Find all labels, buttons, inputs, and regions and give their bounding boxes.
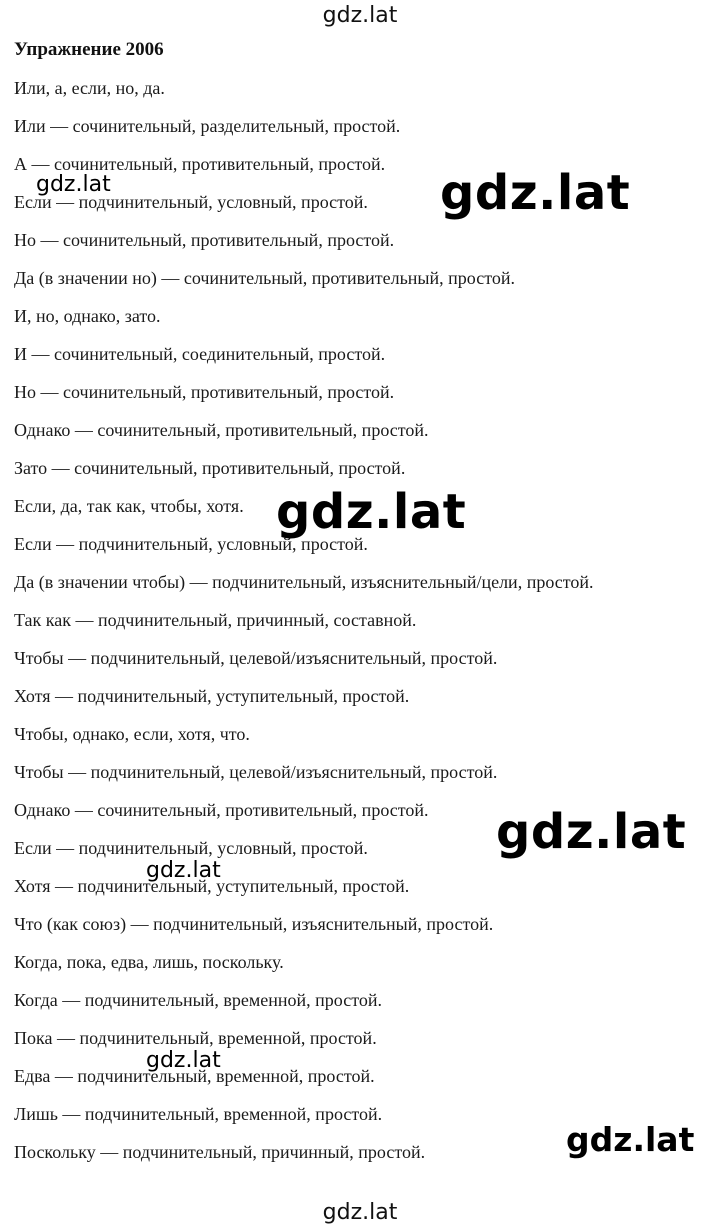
text-line: Если, да, так как, чтобы, хотя. — [14, 496, 244, 516]
text-line: И — сочинительный, соединительный, простой. — [14, 344, 386, 364]
watermark: gdz.lat — [496, 804, 687, 860]
text-line: Если — подчинительный, условный, простой. — [14, 838, 368, 858]
text-line: Однако — сочинительный, противительный, простой. — [14, 420, 429, 440]
watermark: gdz.lat — [566, 1120, 695, 1159]
text-line: Или, а, если, но, да. — [14, 78, 165, 98]
text-line: Или — сочинительный, разделительный, простой. — [14, 116, 401, 136]
text-line: Лишь — подчинительный, временной, простой. — [14, 1104, 383, 1124]
text-line: Но — сочинительный, противительный, простой. — [14, 382, 395, 402]
site-footer: gdz.lat — [322, 1200, 398, 1225]
exercise-title: Упражнение 2006 — [14, 39, 164, 60]
text-line: Однако — сочинительный, противительный, простой. — [14, 800, 429, 820]
text-line: И, но, однако, зато. — [14, 306, 161, 326]
text-line: Когда, пока, едва, лишь, поскольку. — [14, 952, 284, 972]
text-line: Но — сочинительный, противительный, простой. — [14, 230, 395, 250]
text-line: Чтобы, однако, если, хотя, что. — [14, 724, 250, 744]
text-line: Пока — подчинительный, временной, простой. — [14, 1028, 377, 1048]
text-line: Да (в значении но) — сочинительный, противительный, простой. — [14, 268, 515, 288]
text-line: Хотя — подчинительный, уступительный, простой. — [14, 686, 410, 706]
watermark: gdz.lat — [146, 1048, 221, 1073]
text-line: Когда — подчинительный, временной, простой. — [14, 990, 382, 1010]
watermark: gdz.lat — [440, 165, 631, 221]
text-line: Что (как союз) — подчинительный, изъяснительный, простой. — [14, 914, 494, 934]
watermark: gdz.lat — [276, 484, 467, 540]
text-line: Да (в значении чтобы) — подчинительный, изъяснительный/цели, простой. — [14, 572, 594, 592]
text-line: Поскольку — подчинительный, причинный, простой. — [14, 1142, 426, 1162]
text-line: А — сочинительный, противительный, простой. — [14, 154, 386, 174]
text-line: Хотя — подчинительный, уступительный, простой. — [14, 876, 410, 896]
text-line: Чтобы — подчинительный, целевой/изъяснительный, простой. — [14, 762, 498, 782]
text-line: Если — подчинительный, условный, простой. — [14, 534, 368, 554]
text-line: Едва — подчинительный, временной, простой. — [14, 1066, 375, 1086]
site-header: gdz.lat — [322, 3, 398, 28]
text-line: Зато — сочинительный, противительный, простой. — [14, 458, 406, 478]
watermark: gdz.lat — [36, 172, 111, 197]
text-line: Так как — подчинительный, причинный, составной. — [14, 610, 417, 630]
watermark: gdz.lat — [146, 858, 221, 883]
text-line: Чтобы — подчинительный, целевой/изъяснительный, простой. — [14, 648, 498, 668]
text-line: Если — подчинительный, условный, простой. — [14, 192, 368, 212]
